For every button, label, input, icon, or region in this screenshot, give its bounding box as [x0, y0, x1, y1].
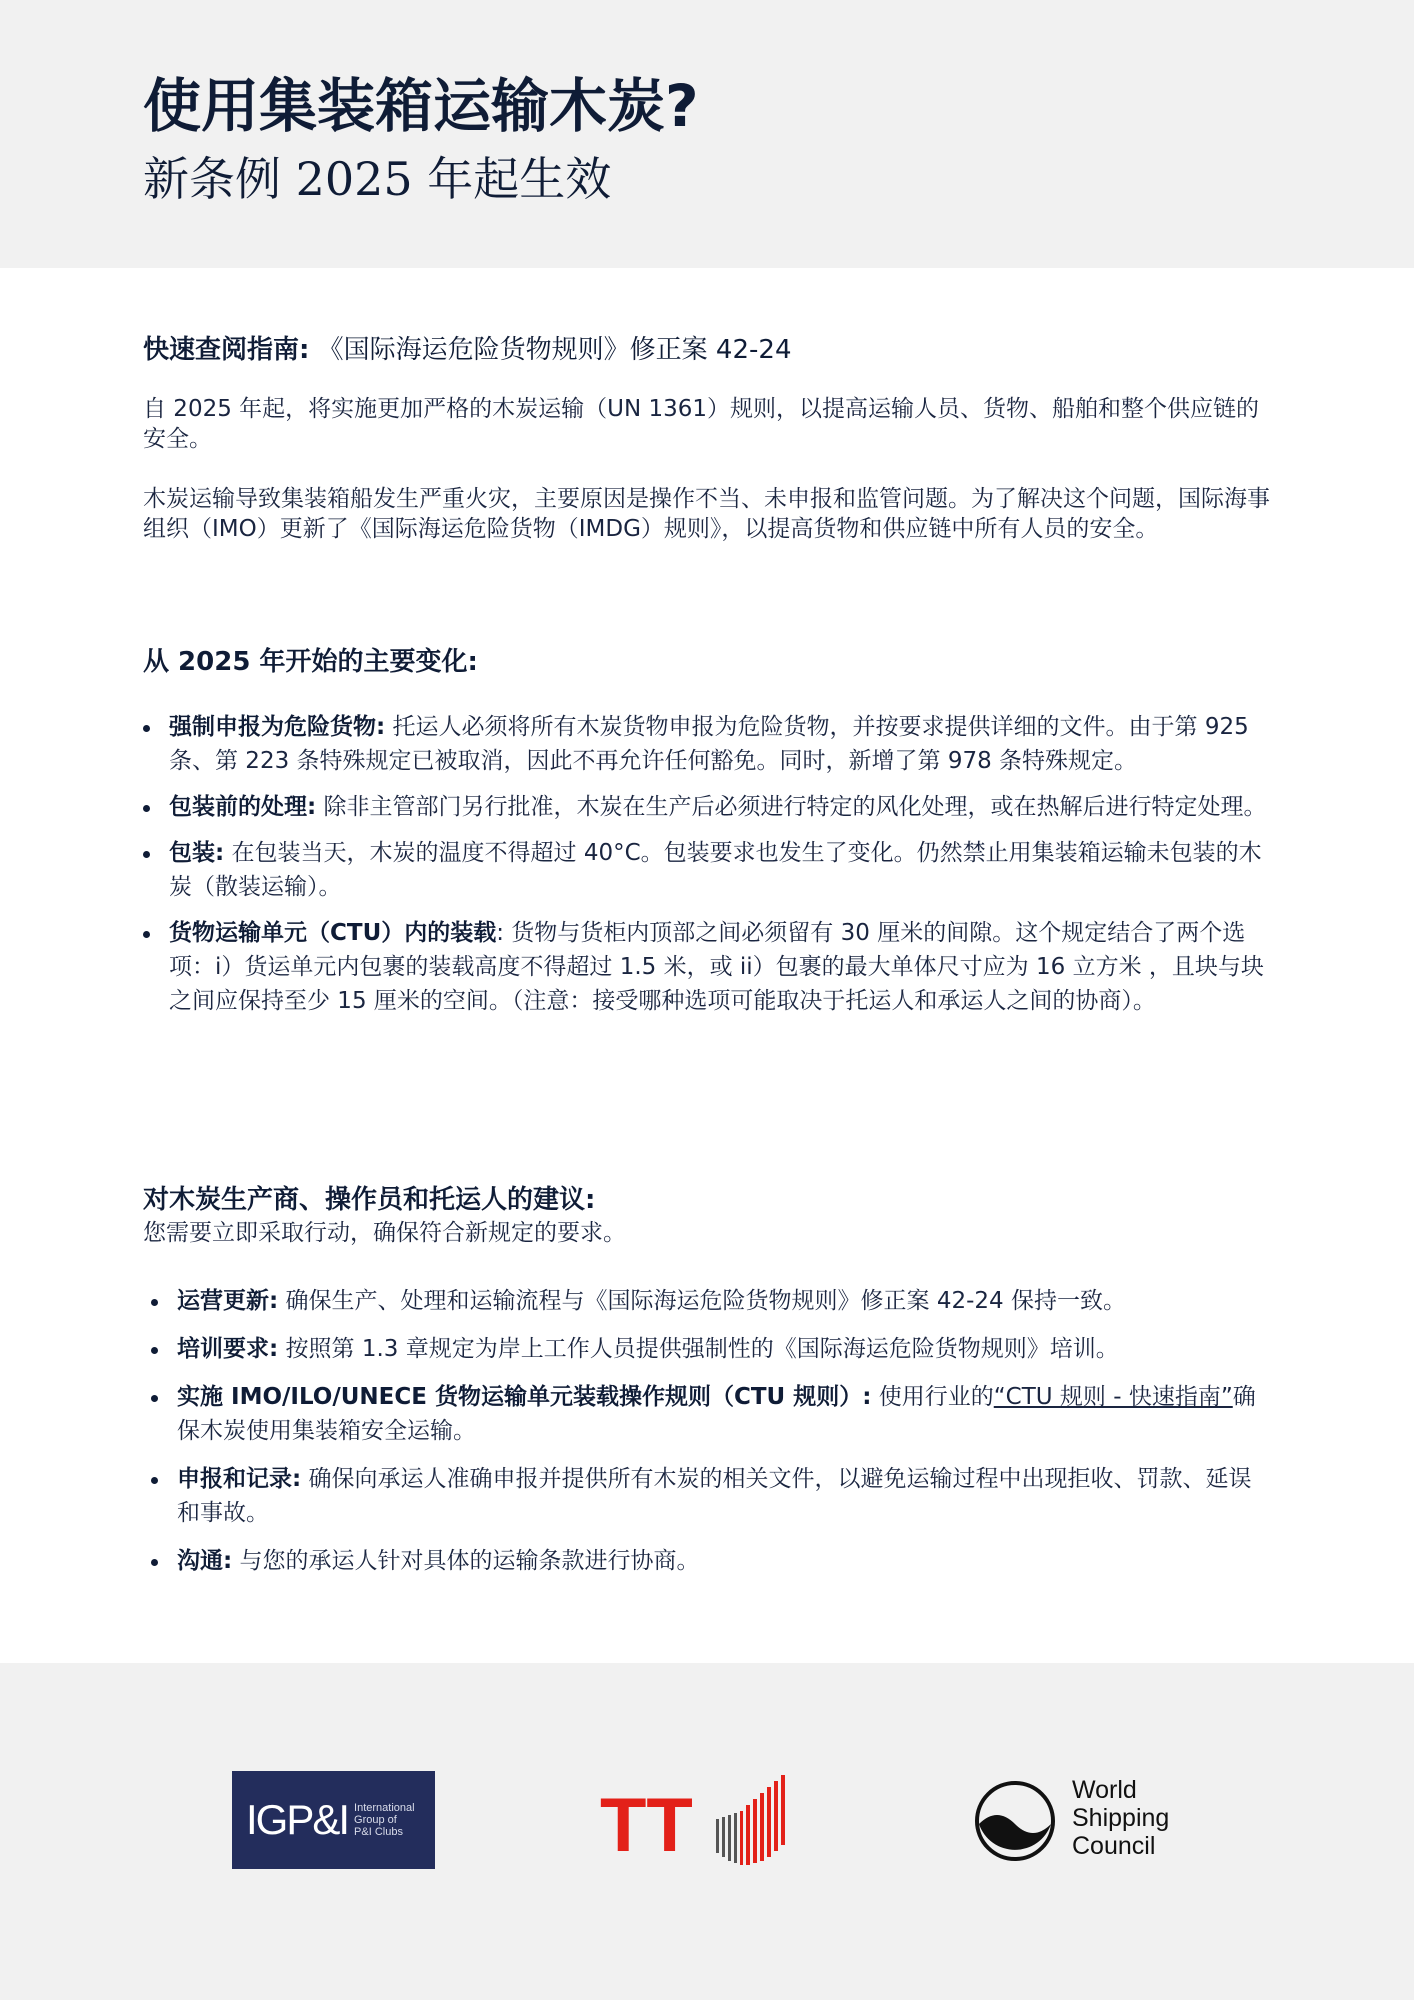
- advice-list: [143, 1284, 1273, 1578]
- list-item: [151, 1380, 1273, 1448]
- list-item: [143, 836, 1273, 904]
- advice-heading: [143, 1182, 1273, 1218]
- wsc-logo-line: Council: [1072, 1832, 1156, 1860]
- list-item: [143, 790, 1273, 824]
- list-item: [151, 1332, 1273, 1366]
- list-item-label: 实施 IMO/ILO/UNECE 货物运输单元装载操作规则（CTU 规则）:: [177, 1384, 872, 1411]
- list-item-text: 确保木炭使用集装箱安全运输。: [177, 1384, 1256, 1445]
- list-item-text: 托运人必须将所有木炭货物申报为危险货物，并按要求提供详细的文件。由于第 925 条、第 223 条特殊规定已被取消，因此不再允许任何豁免。同时，新增了第 978 条特殊规定。: [169, 714, 1249, 775]
- page-subtitle: 新条例 2025 年起生效: [143, 152, 612, 206]
- list-item-label: 申报和记录:: [177, 1466, 302, 1493]
- list-item-text: 与您的承运人针对具体的运输条款进行协商。: [232, 1548, 700, 1575]
- wsc-logo-text: [1072, 1776, 1169, 1860]
- header-band: [0, 0, 1414, 268]
- list-item-label: 运营更新:: [177, 1288, 279, 1315]
- changes-heading: [143, 644, 1273, 680]
- igpi-logo-mark: IGP&I: [246, 1796, 349, 1843]
- list-item: [151, 1544, 1273, 1578]
- list-item: [151, 1284, 1273, 1318]
- list-item-text: 确保生产、处理和运输流程与《国际海运危险货物规则》修正案 42-24 保持一致。: [278, 1288, 1126, 1315]
- list-item: [143, 916, 1273, 1018]
- guide-section: [143, 332, 1273, 544]
- guide-heading: [143, 332, 1273, 368]
- list-item-text: 按照第 1.3 章规定为岸上工作人员提供强制性的《国际海运危险货物规则》培训。: [278, 1336, 1119, 1363]
- changes-heading-text: 从 2025 年开始的主要变化:: [143, 647, 478, 677]
- igpi-logo: [232, 1771, 435, 1869]
- ctu-guide-link[interactable]: “CTU 规则 - 快速指南”: [993, 1384, 1233, 1411]
- list-item: [143, 710, 1273, 778]
- guide-heading-rest: 《国际海运危险货物规则》修正案 42-24: [309, 335, 792, 365]
- list-item-label: 货物运输单元（CTU）内的装载: [169, 920, 497, 947]
- advice-section: [143, 1182, 1273, 1578]
- igpi-logo-line: Group of: [354, 1814, 397, 1826]
- list-item-text: 使用行业的: [871, 1384, 994, 1411]
- list-item-text: 在包装当天，木炭的温度不得超过 40°C。包装要求也发生了变化。仍然禁止用集装箱运输未包装的木炭（散装运输）。: [169, 840, 1262, 901]
- list-item-label: 强制申报为危险货物:: [169, 714, 386, 741]
- advice-heading-text: 对木炭生产商、操作员和托运人的建议:: [143, 1185, 596, 1215]
- page-title: 使用集装箱运输木炭?: [143, 72, 699, 140]
- wsc-logo-line: Shipping: [1072, 1804, 1170, 1832]
- igpi-logo-line: P&I Clubs: [354, 1826, 403, 1838]
- guide-heading-bold: 快速查阅指南:: [143, 335, 310, 365]
- tt-logo-mark: TT: [600, 1783, 693, 1868]
- changes-section: [143, 644, 1273, 1018]
- wsc-logo-line: World: [1072, 1776, 1137, 1804]
- list-item-label: 沟通:: [177, 1548, 233, 1575]
- list-item-label: 包装:: [169, 840, 225, 867]
- tt-club-logo: [600, 1771, 800, 1871]
- list-item-label: 包装前的处理:: [169, 794, 317, 821]
- list-item: [151, 1462, 1273, 1530]
- list-item-text: 除非主管部门另行批准，木炭在生产后必须进行特定的风化处理，或在热解后进行特定处理。: [316, 794, 1267, 821]
- igpi-logo-line: International: [354, 1802, 415, 1814]
- guide-paragraph-1: 自 2025 年起，将实施更加严格的木炭运输（UN 1361）规则，以提高运输人员、货物、船舶和整个供应链的安全。: [143, 396, 1260, 453]
- list-item-text: : 货物与货柜内顶部之间必须留有 30 厘米的间隙。这个规定结合了两个选项：i）货运单元内包裹的装载高度不得超过 1.5 米，或 ii）包裹的最大单体尺寸应为 16 立方米 ，且块与块之间应保持至少 15 厘米的空间。（注意：接受哪种选项可能取决于托运人和承运人之间的协商）。: [169, 920, 1264, 1015]
- wsc-emblem-icon: [977, 1783, 1053, 1859]
- changes-list: [143, 710, 1273, 1018]
- guide-paragraph-2: 木炭运输导致集装箱船发生严重火灾，主要原因是操作不当、未申报和监管问题。为了解决这个问题，国际海事组织（IMO）更新了《国际海运危险货物（IMDG）规则》，以提高货物和供应链中所有人员的安全。: [143, 486, 1270, 543]
- tt-logo-bars-icon: [716, 1775, 785, 1865]
- list-item-text: 确保向承运人准确申报并提供所有木炭的相关文件，以避免运输过程中出现拒收、罚款、延误和事故。: [177, 1466, 1252, 1527]
- advice-intro: 您需要立即采取行动，确保符合新规定的要求。: [143, 1220, 626, 1247]
- list-item-label: 培训要求:: [177, 1336, 279, 1363]
- igpi-logo-text: [354, 1802, 415, 1838]
